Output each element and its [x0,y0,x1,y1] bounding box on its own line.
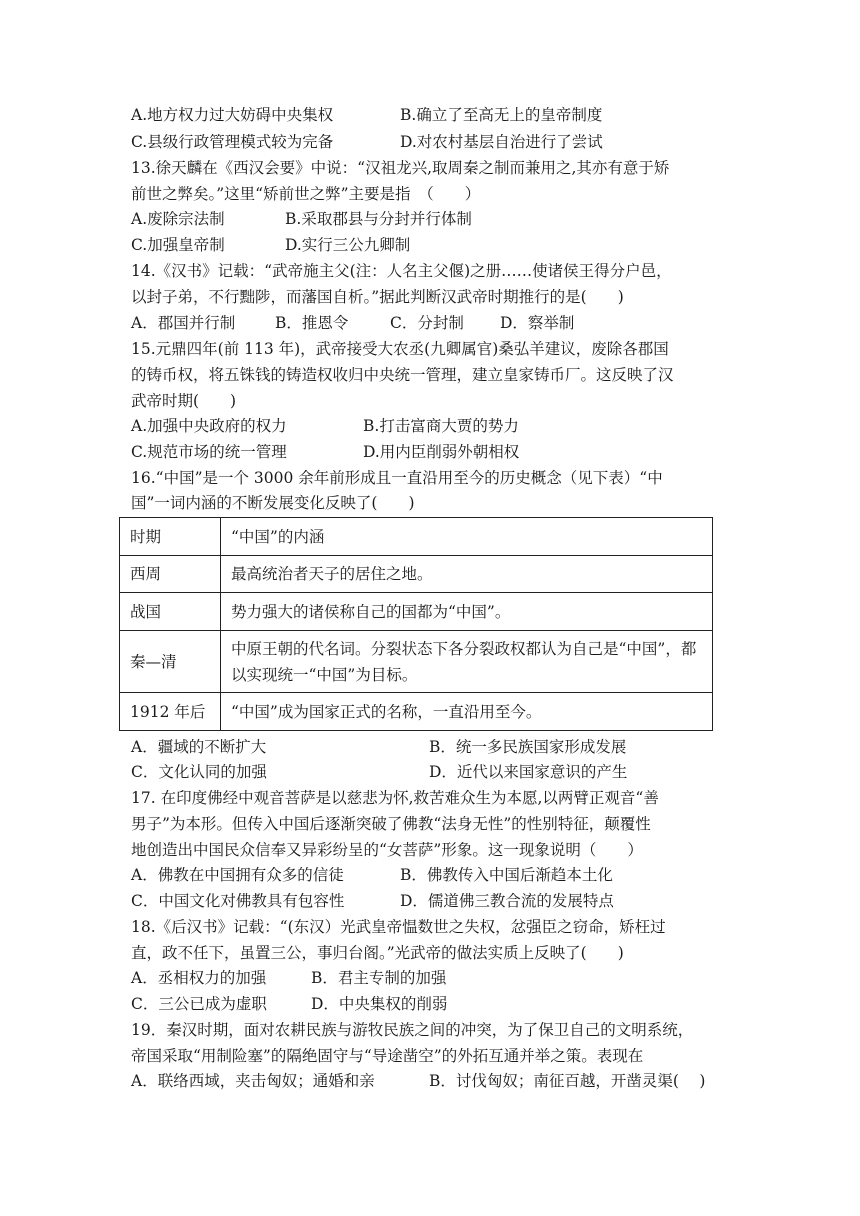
table-row [120,593,713,631]
q17-option-b: B．佛教传入中国后渐趋本土化 [400,866,613,884]
q18-stem-line-2: 直，政不任下，虽置三公，事归台阁。”光武帝的做法实质上反映了( ) [131,944,624,962]
q16-stem-line-1: 16.“中国”是一个 3000 余年前形成且一直沿用至今的历史概念（见下表）“中 [131,469,663,487]
table-header-row [120,518,713,556]
q17-option-d: D．儒道佛三教合流的发展特点 [400,892,614,910]
q15-option-a: A.加强中央政府的权力 [131,417,287,435]
table-cell-period: 秦—清 [120,631,221,693]
table-row [120,631,713,693]
q12-option-d: D.对农村基层自治进行了尝试 [400,133,603,151]
q13-stem-line-1: 13.徐天麟在《西汉会要》中说：“汉祖龙兴,取周秦之制而兼用之,其亦有意于矫 [131,159,670,177]
china-concept-table [119,517,713,731]
q15-option-b: B.打击富商大贾的势力 [363,417,519,435]
table-cell-meaning: 最高统治者天子的居住之地。 [221,556,713,593]
table-row [120,556,713,593]
q18-stem-line-1: 18.《后汉书》记载：“(东汉）光武皇帝愠数世之失权，忿强臣之窃命，矫枉过 [131,918,666,936]
q15-stem-line-3: 武帝时期( ) [131,392,237,410]
q14-option-d: D．察举制 [500,314,575,332]
q15-stem-line-2: 的铸币权，将五铢钱的铸造权收归中央统一管理，建立皇家铸币厂。这反映了汉 [131,366,674,384]
q13-stem-line-2: 前世之弊矣。”这里“矫前世之弊”主要是指 （ ） [131,185,481,203]
table-header-meaning: “中国”的内涵 [221,518,713,556]
q14-option-a: A．郡国并行制 [131,314,236,332]
table-row [120,693,713,731]
q17-stem-line-3: 地创造出中国民众信奉又异彩纷呈的“女菩萨”形象。这一现象说明（ ） [131,841,643,859]
q15-stem-line-1: 15.元鼎四年(前 113 年)，武帝接受大农丞(九卿属官)桑弘羊建议，废除各郡国 [131,340,669,358]
q16-option-d: D．近代以来国家意识的产生 [429,763,628,781]
q13-option-a: A.废除宗法制 [131,210,225,228]
q17-option-a: A．佛教在中国拥有众多的信徒 [131,866,344,884]
q12-option-a: A.地方权力过大妨碍中央集权 [131,106,334,124]
q13-option-b: B.采取郡县与分封并行体制 [285,210,472,228]
table-cell-meaning: 中原王朝的代名词。分裂状态下各分裂政权都认为自己是“中国”，都以实现统一“中国”为目标。 [221,631,713,693]
table-header-period: 时期 [120,518,221,556]
q18-option-a: A．丞相权力的加强 [131,969,267,987]
q19-stem-line-1: 19．秦汉时期，面对农耕民族与游牧民族之间的冲突，为了保卫自己的文明系统， [131,1021,694,1039]
q19-option-b: B．讨伐匈奴；南征百越，开凿灵渠( ) [429,1072,706,1090]
table-cell-period: 战国 [120,593,221,631]
q14-stem-line-1: 14.《汉书》记载：“武帝施主父(注：人名主父偃)之册……使诸侯王得分户邑， [131,262,672,280]
q19-stem-line-2: 帝国采取“用制险塞”的隔绝固守与“导途凿空”的外拓互通并举之策。表现在 [131,1047,644,1065]
q14-option-b: B．推恩令 [275,314,349,332]
q16-option-a: A．疆域的不断扩大 [131,738,267,756]
table-cell-meaning: “中国”成为国家正式的名称，一直沿用至今。 [221,693,713,731]
q16-stem-line-2: 国”一词内涵的不断发展变化反映了( ) [131,494,415,512]
table-cell-period: 西周 [120,556,221,593]
q13-option-d: D.实行三公九卿制 [285,236,411,254]
q17-stem-line-2: 男子”为本形。但传入中国后逐渐突破了佛教“法身无性”的性别特征，颠覆性 [131,815,651,833]
q14-stem-line-2: 以封子弟，不行黜陟，而藩国自析。”据此判断汉武帝时期推行的是( ) [131,288,624,306]
table-cell-period: 1912 年后 [120,693,221,731]
q12-option-c: C.县级行政管理模式较为完备 [131,133,334,151]
q15-option-d: D.用内臣削弱外朝相权 [363,443,520,461]
q16-option-b: B．统一多民族国家形成发展 [429,738,627,756]
q16-option-c: C．文化认同的加强 [131,763,267,781]
q18-option-b: B．君主专制的加强 [311,969,447,987]
q19-option-a: A．联络西域，夹击匈奴；通婚和亲 [131,1072,375,1090]
q17-stem-line-1: 17. 在印度佛经中观音菩萨是以慈悲为怀,救苦难众生为本愿,以两臂正观音“善 [131,789,659,807]
q18-option-d: D．中央集权的削弱 [311,995,448,1013]
q17-option-c: C．中国文化对佛教具有包容性 [131,892,345,910]
table-cell-meaning: 势力强大的诸侯称自己的国都为“中国”。 [221,593,713,631]
q18-option-c: C．三公已成为虚职 [131,995,267,1013]
q14-option-c: C．分封制 [390,314,464,332]
q15-option-c: C.规范市场的统一管理 [131,443,287,461]
q12-option-b: B.确立了至高无上的皇帝制度 [400,106,603,124]
q13-option-c: C.加强皇帝制 [131,236,225,254]
